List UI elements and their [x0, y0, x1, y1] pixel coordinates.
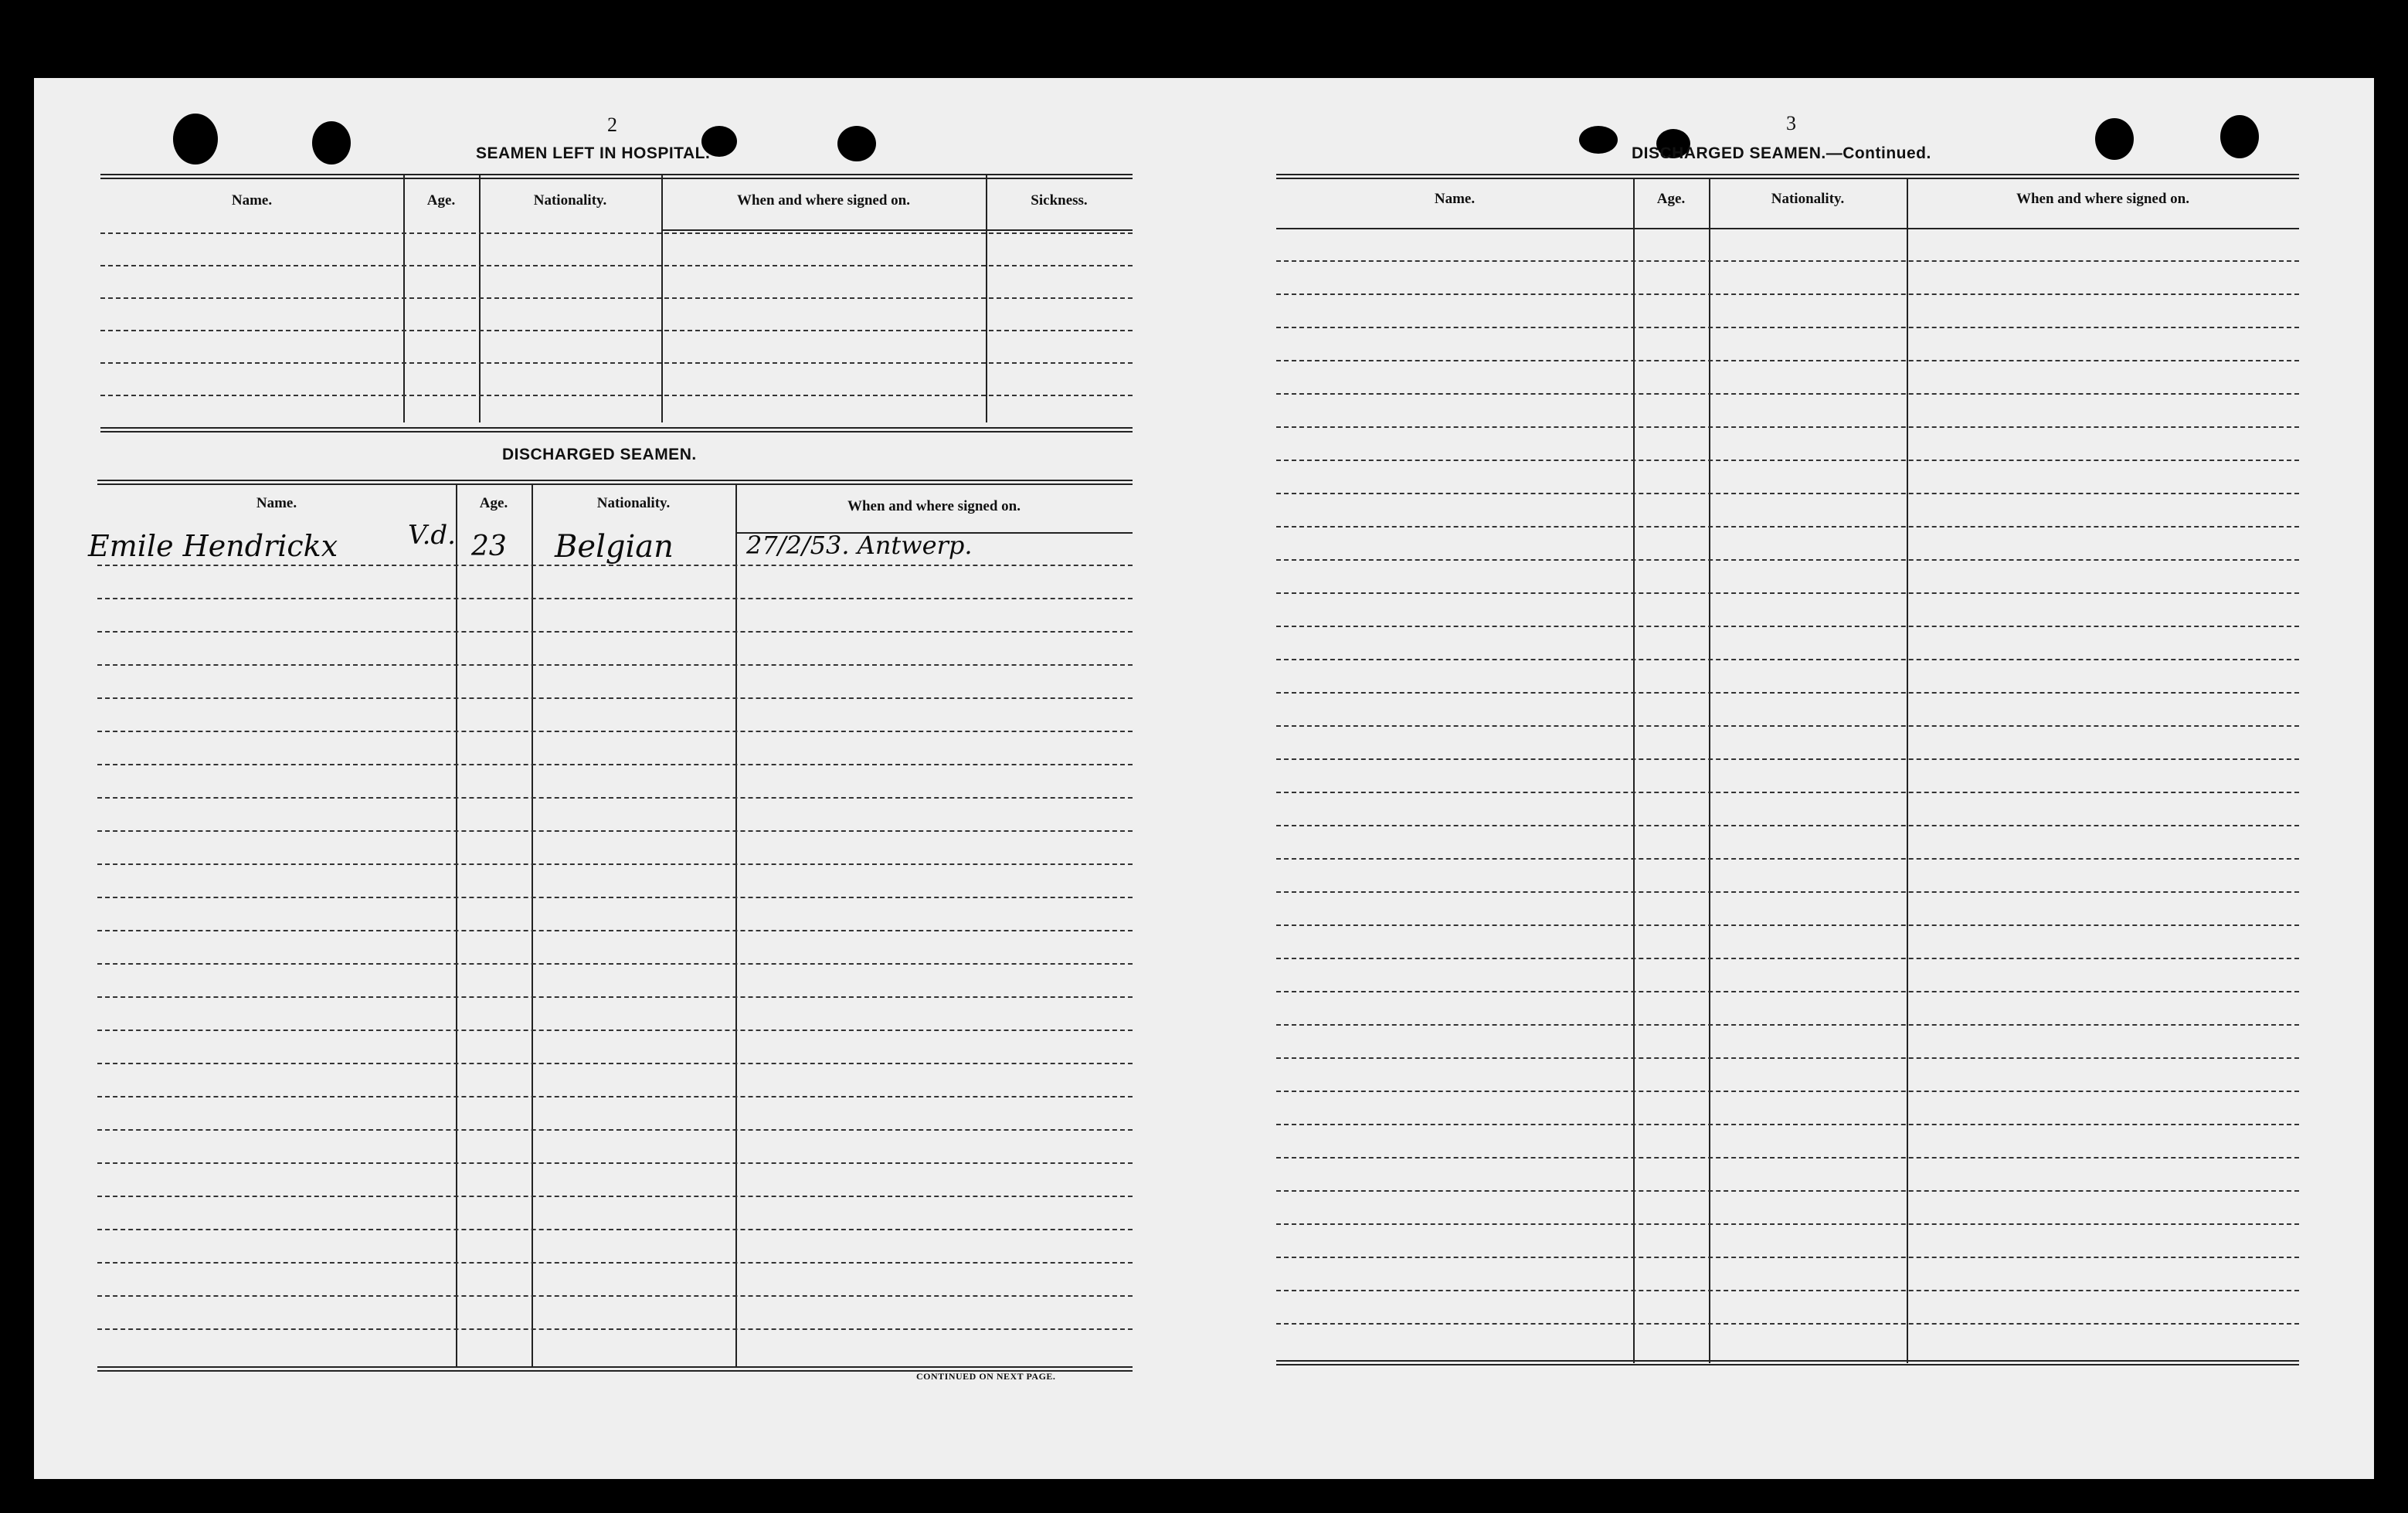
column-header-signed-on: When and where signed on.: [847, 498, 1021, 514]
seaman-initials: V.d.: [408, 520, 456, 551]
column-header-age: Age.: [479, 495, 508, 511]
document-sheet: [34, 78, 2374, 1479]
column-header-nationality: Nationality.: [533, 192, 607, 209]
column-header-sickness: Sickness.: [1031, 192, 1088, 209]
column-header-name: Name.: [231, 192, 273, 209]
discharged-table: [88, 480, 1133, 1453]
column-header-age: Age.: [426, 192, 456, 209]
right-page: [1276, 78, 2342, 1479]
seaman-name: Emile Hendrickx: [88, 529, 338, 563]
discharged-section-title: DISCHARGED SEAMEN.: [502, 446, 697, 463]
column-header-nationality: Nationality.: [596, 495, 671, 511]
page-number: 3: [1786, 112, 1796, 134]
page-number: 2: [607, 114, 617, 136]
discharged-continued-table: [1276, 174, 2299, 1456]
hospital-section-title: SEAMEN LEFT IN HOSPITAL.: [476, 144, 711, 162]
seaman-nationality: Belgian: [555, 529, 674, 565]
discharged-continued-title: DISCHARGED SEAMEN.—Continued.: [1632, 144, 1931, 162]
column-header-name: Name.: [256, 495, 297, 511]
column-header-signed-on: When and where signed on.: [2016, 191, 2189, 207]
column-header-age: Age.: [1656, 191, 1686, 207]
seaman-age: 23: [471, 531, 507, 562]
left-page: [88, 78, 1167, 1479]
continued-footer: CONTINUED ON NEXT PAGE.: [916, 1371, 1056, 1382]
column-header-signed-on: When and where signed on.: [736, 192, 910, 209]
column-header-nationality: Nationality.: [1771, 191, 1845, 207]
column-header-name: Name.: [1434, 191, 1476, 207]
table-row: [88, 520, 1133, 565]
seaman-signed-on: 27/2/53. Antwerp.: [746, 531, 973, 560]
